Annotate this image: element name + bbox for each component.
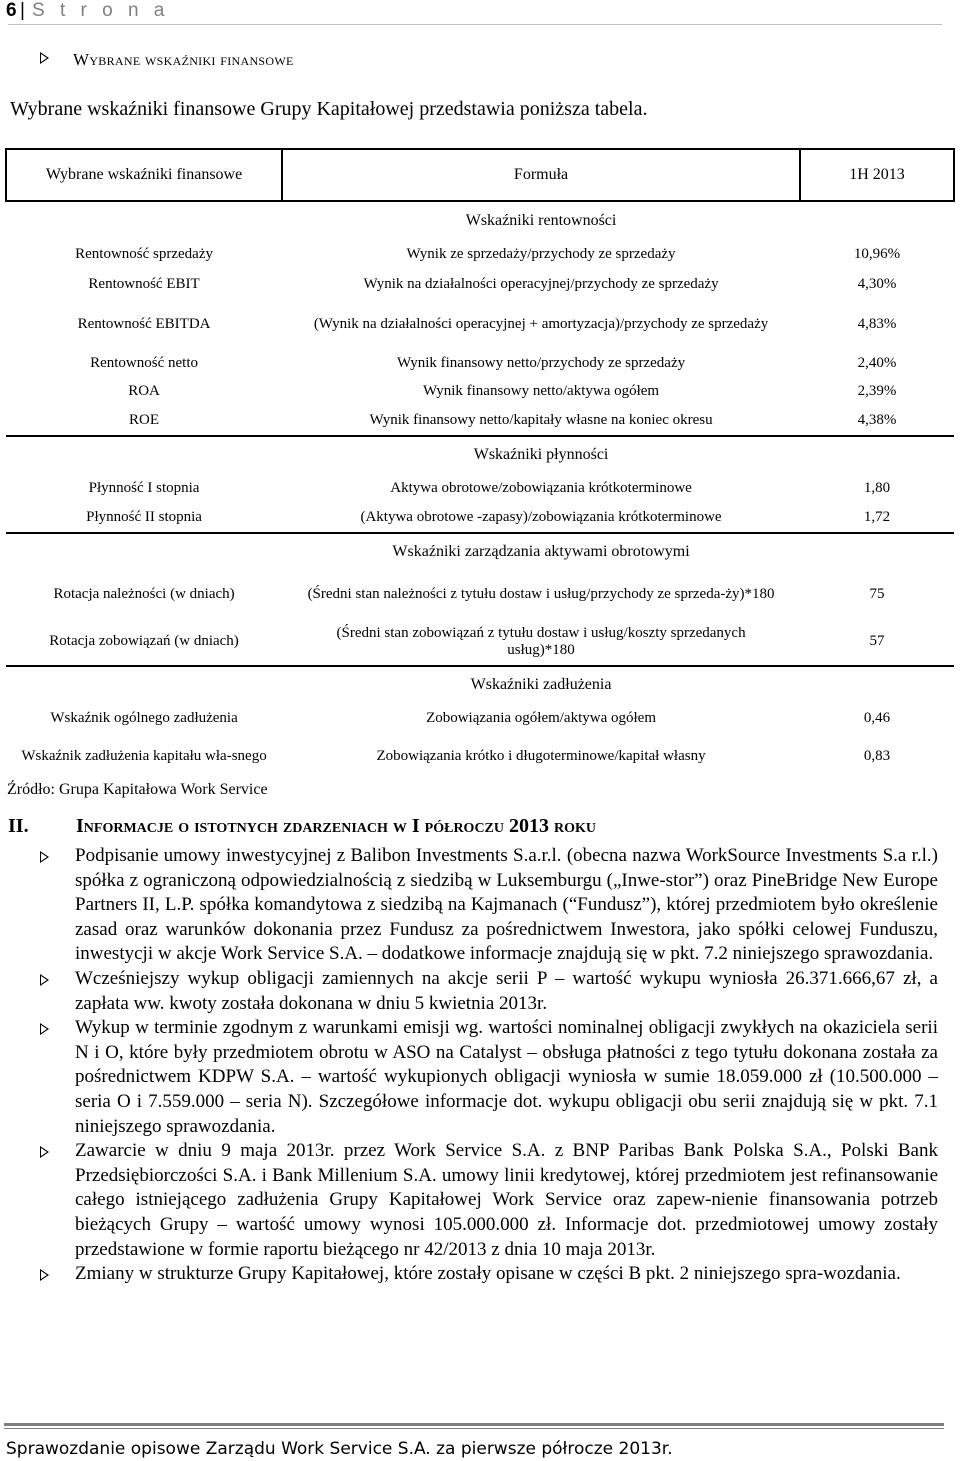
section-title: Wybrane wskaźniki finansowe — [73, 50, 294, 69]
table-row — [6, 733, 954, 779]
events-list — [40, 844, 938, 1287]
indicator-name: ROA — [128, 383, 160, 399]
list-item-text: Zawarcie w dniu 9 maja 2013r. przez Work Service S.A. z BNP Paribas Bank Polska S.A., Polski Bank Przedsiębiorczości S.A. i Bank Millenium S.A. umowy linii kredytowej, której przedmiotem jest refinansowanie całego istniejącego zadłużenia Grupy Kapitałowej Work Service oraz zapew-nienie finansowania potrzeb bieżących Grupy – wartość umowy wynosi 105.000.000 zł. Informacje dot. przedmiotowej umowy zostały przedstawione w formie raportu bieżącego nr 42/2013 z dnia 10 maja 2013r. — [75, 1140, 938, 1260]
list-item — [40, 967, 938, 1016]
table-row — [6, 377, 954, 406]
indicator-value: 2,39% — [857, 383, 897, 399]
indicator-name: Rentowność netto — [90, 354, 198, 371]
indicator-value: 0,46 — [863, 709, 891, 726]
financial-indicators-table — [5, 148, 955, 801]
indicator-value: 4,83% — [857, 315, 897, 332]
indicator-value: 1,80 — [863, 479, 891, 496]
table-row — [6, 703, 954, 733]
arrow-bullet-icon — [40, 52, 49, 64]
indicator-formula: Wynik ze sprzedaży/przychody ze sprzedaży — [406, 245, 676, 262]
indicator-formula: (Wynik na działalności operacyjnej + amortyzacja)/przychody ze sprzedaży — [313, 315, 769, 332]
section-number: II. — [8, 815, 29, 837]
header-cell-indicator: Wybrane wskaźniki finansowe — [6, 149, 282, 201]
list-item-text: Wykup w terminie zgodnym z warunkami emisji wg. wartości nominalnej obligacji zwykłych na okaziciela serii N i O, które były przedmiotem obrotu w ASO na Catalyst – obsługa płatności z tego tytułu dokonana została za pośrednictwem KDPW S.A. – wartość wykupionych obligacji wyniosła w sumie 18.059.000 zł (10.500.000 – seria O i 7.559.000 – seria N). Szczegółowe informacje dot. wykupu obligacji obu serii znajdują się w pkt. 7.1 niniejszego sprawozdania. — [75, 1017, 938, 1137]
arrow-bullet-icon — [40, 851, 49, 863]
section-heading-events — [8, 815, 597, 838]
footer-rule — [4, 1423, 944, 1429]
page-footer — [0, 1423, 960, 1459]
section-title: Wskaźniki zadłużenia — [282, 666, 800, 703]
indicator-formula: (Średni stan należności z tytułu dostaw i usług/przychody ze sprzeda-ży)*180 — [307, 585, 775, 602]
indicator-name: Rentowność EBIT — [88, 275, 200, 292]
section-row-debt — [6, 666, 954, 703]
indicator-value: 4,38% — [857, 412, 897, 428]
indicator-formula: Wynik finansowy netto/aktywa ogółem — [422, 383, 660, 399]
indicator-name: Płynność I stopnia — [88, 479, 200, 496]
table-row — [6, 503, 954, 533]
indicator-value: 1,72 — [863, 509, 891, 525]
table-row — [6, 473, 954, 503]
indicator-value: 75 — [869, 585, 885, 602]
section-title: Wskaźniki płynności — [282, 436, 800, 473]
footer-text: Sprawozdanie opisowe Zarządu Work Service S.A. za pierwsze półrocze 2013r. — [6, 1439, 673, 1459]
intro-paragraph: Wybrane wskaźniki finansowe Grupy Kapitałowej przedstawia poniższa tabela. — [10, 98, 648, 120]
indicator-formula: (Średni stan zobowiązań z tytułu dostaw i usług/koszty sprzedanych usług)*180 — [336, 624, 746, 658]
indicator-name: Rentowność sprzedaży — [75, 245, 213, 262]
indicator-name: Rotacja należności (w dniach) — [53, 585, 235, 602]
list-item — [40, 1139, 938, 1262]
table-row — [6, 618, 954, 666]
page-header — [0, 0, 960, 26]
indicator-name: Wskaźnik ogólnego zadłużenia — [50, 709, 238, 726]
indicator-value: 10,96% — [853, 245, 901, 262]
section-title: Wskaźniki rentowności — [282, 201, 800, 239]
table-row — [6, 239, 954, 269]
section-heading-indicators — [40, 50, 294, 70]
indicator-name: Wskaźnik zadłużenia kapitału wła-snego — [21, 747, 267, 764]
header-cell-period: 1H 2013 — [800, 149, 954, 201]
section-row-working-capital — [6, 533, 954, 570]
indicator-value: 57 — [869, 633, 885, 649]
section-row-profitability — [6, 201, 954, 239]
indicator-formula: (Aktywa obrotowe -zapasy)/zobowiązania krótkoterminowe — [360, 509, 722, 525]
list-item — [40, 1016, 938, 1139]
section-title: Informacje o istotnych zdarzeniach w I półroczu 2013 roku — [76, 815, 597, 837]
header-separator: | — [20, 0, 25, 21]
indicator-value: 2,40% — [857, 354, 897, 371]
indicator-formula: Wynik finansowy netto/przychody ze sprzedaży — [396, 354, 686, 371]
indicator-formula: Zobowiązania krótko i długoterminowe/kapitał własny — [376, 747, 706, 764]
indicator-value: 4,30% — [857, 275, 897, 292]
indicator-formula: Aktywa obrotowe/zobowiązania krótkoterminowe — [390, 479, 692, 496]
indicator-name: Rotacja zobowiązań (w dniach) — [49, 633, 239, 649]
page-number: 6 — [6, 0, 17, 21]
header-cell-formula: Formuła — [282, 149, 800, 201]
table-row — [6, 570, 954, 618]
list-item — [40, 1262, 938, 1287]
indicator-formula: Wynik na działalności operacyjnej/przychody ze sprzedaży — [363, 275, 719, 292]
source-row — [6, 779, 954, 801]
arrow-bullet-icon — [40, 1023, 49, 1035]
table-row — [6, 269, 954, 299]
arrow-bullet-icon — [40, 1146, 49, 1158]
indicator-name: Płynność II stopnia — [86, 509, 202, 525]
page-word: S t r o n a — [32, 0, 170, 21]
table-row — [6, 406, 954, 436]
indicator-value: 0,83 — [863, 747, 891, 764]
indicator-formula: Zobowiązania ogółem/aktywa ogółem — [426, 709, 656, 726]
section-title: Wskaźniki zarządzania aktywami obrotowymi — [282, 533, 800, 570]
header-rule — [8, 24, 942, 25]
table-header-row — [6, 149, 954, 201]
arrow-bullet-icon — [40, 974, 49, 986]
list-item-text: Podpisanie umowy inwestycyjnej z Balibon Investments S.a.r.l. (obecna nazwa WorkSource Investments S.a r.l.) spółka z ograniczoną odpowiedzialnością z siedzibą w Luksemburgu („Inwe-stor”) oraz PineBridge New Europe Partners II, L.P. spółka komandytowa z siedzibą na Kajmanach (“Fundusz”), której przedmiotem było określenie zasad oraz warunków dokonania przez Fundusz za pośrednictwem Inwestora, jako spółki celowej Funduszu, inwestycji w akcje Work Service S.A. – dodatkowe informacje znajdują się w pkt. 7.2 niniejszego sprawozdania. — [75, 845, 938, 965]
table-row — [6, 299, 954, 349]
list-item-text: Wcześniejszy wykup obligacji zamiennych na akcje serii P – wartość wykupu wyniosła 26.371.666,67 zł, a zapłata ww. kwoty została dokonana w dniu 5 kwietnia 2013r. — [75, 967, 938, 1014]
list-item — [40, 844, 938, 967]
indicator-formula: Wynik finansowy netto/kapitały własne na koniec okresu — [369, 412, 713, 428]
indicator-name: Rentowność EBITDA — [77, 315, 211, 332]
table-source: Źródło: Grupa Kapitałowa Work Service — [7, 781, 268, 798]
table-row — [6, 349, 954, 377]
list-item-text: Zmiany w strukturze Grupy Kapitałowej, które zostały opisane w części B pkt. 2 niniejszego spra-wozdania. — [75, 1263, 901, 1285]
section-row-liquidity — [6, 436, 954, 473]
arrow-bullet-icon — [40, 1269, 49, 1281]
indicator-name: ROE — [129, 412, 160, 428]
